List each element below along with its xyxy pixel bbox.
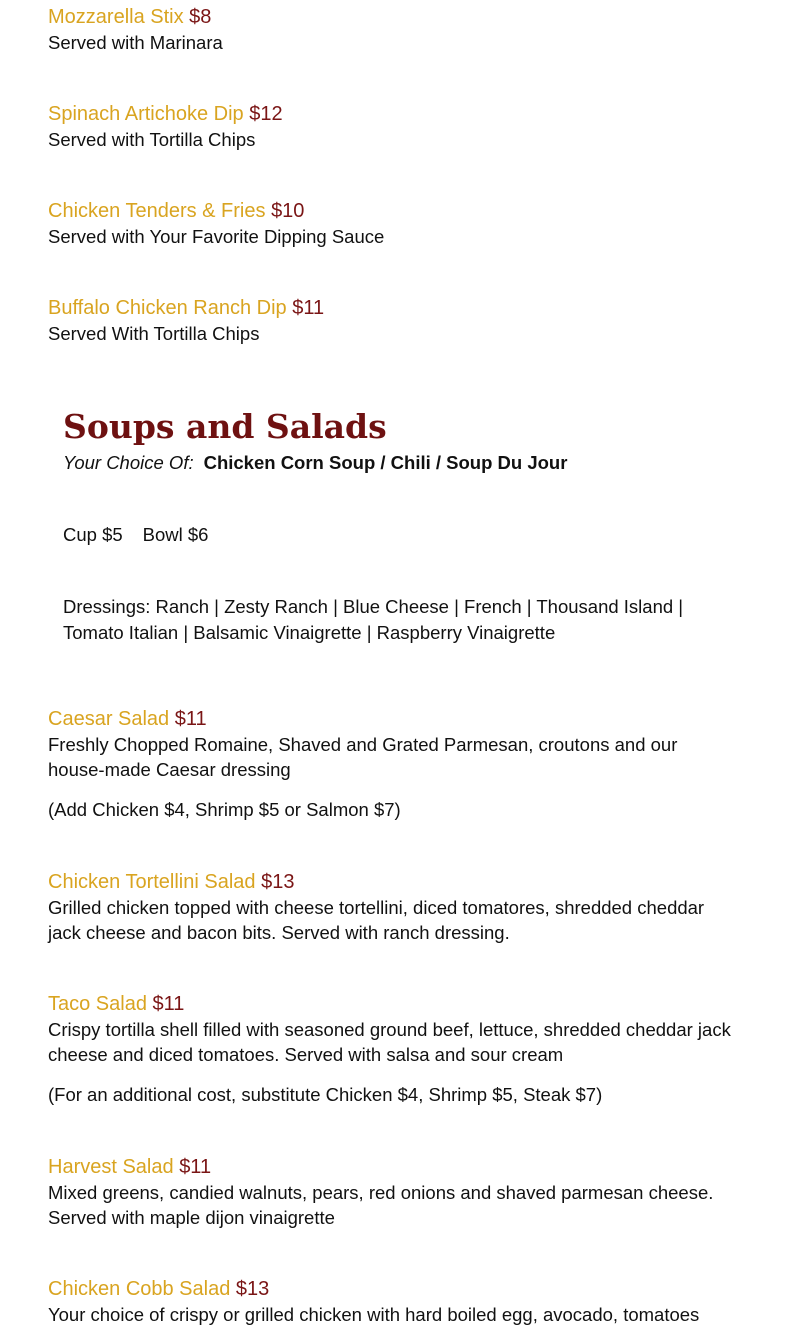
item-title [48, 4, 738, 30]
item-description: Freshly Chopped Romaine, Shaved and Grated Parmesan, croutons and our house-made Caesar dressing [48, 734, 678, 780]
menu-item-harvest-salad [48, 1154, 738, 1230]
item-description: Served With Tortilla Chips [48, 323, 260, 344]
item-description: Mixed greens, candied walnuts, pears, red onions and shaved parmesan cheese. Served with maple dijon vinaigrette [48, 1182, 714, 1228]
menu-item-chicken-cobb-salad [48, 1276, 738, 1327]
item-price: $13 [235, 1278, 270, 1300]
menu-item-buffalo-chicken-ranch-dip [48, 295, 738, 346]
dressings-list: Dressings: Ranch | Zesty Ranch | Blue Cheese | French | Thousand Island | Tomato Italian | Balsamic Vinaigrette | Raspberry Vinaigrette [63, 596, 684, 643]
item-price: $11 [174, 708, 207, 730]
item-name: Mozzarella Stix [48, 6, 184, 28]
item-note: (For an additional cost, substitute Chicken $4, Shrimp $5, Steak $7) [48, 1084, 603, 1105]
item-description: Your choice of crispy or grilled chicken with hard boiled egg, avocado, tomatoes [48, 1304, 700, 1325]
item-description: Grilled chicken topped with cheese tortellini, diced tomatores, shredded cheddar jack cheese and bacon bits. Served with ranch dressing. [48, 897, 705, 943]
item-description: Served with Tortilla Chips [48, 129, 256, 150]
menu-item-caesar-salad [48, 706, 738, 822]
item-title [48, 1276, 738, 1302]
item-title [48, 198, 738, 224]
bowl-price: Bowl $6 [142, 524, 209, 545]
soup-choice-options: Chicken Corn Soup / Chili / Soup Du Jour [203, 452, 568, 473]
item-price: $13 [261, 871, 295, 893]
item-title [48, 869, 738, 895]
soup-choice-line [63, 450, 567, 475]
item-price: $12 [249, 103, 283, 125]
item-price: $10 [271, 200, 305, 222]
item-name: Harvest Salad [48, 1156, 174, 1178]
item-price: $11 [292, 297, 325, 319]
menu-item-spinach-artichoke-dip [48, 101, 738, 152]
item-price: $8 [189, 6, 212, 28]
item-description: Crispy tortilla shell filled with seasoned ground beef, lettuce, shredded cheddar jack cheese and diced tomatoes. Served with salsa and sour cream [48, 1019, 731, 1065]
item-title [48, 295, 738, 321]
menu-item-chicken-tenders-fries [48, 198, 738, 249]
item-name: Taco Salad [48, 993, 147, 1015]
soup-choice-label: Your Choice Of: [63, 452, 194, 473]
item-description: Served with Your Favorite Dipping Sauce [48, 226, 385, 247]
item-name: Chicken Tenders & Fries [48, 200, 266, 222]
item-title [48, 1154, 738, 1180]
item-description: Served with Marinara [48, 32, 223, 53]
item-title [48, 101, 738, 127]
section-title-soups-salads: Soups and Salads [63, 407, 387, 446]
menu-item-taco-salad [48, 991, 738, 1107]
item-name: Caesar Salad [48, 708, 170, 730]
item-title [48, 991, 738, 1017]
soup-size-prices [63, 522, 208, 547]
item-name: Spinach Artichoke Dip [48, 103, 244, 125]
cup-price: Cup $5 [63, 524, 123, 545]
item-title [48, 706, 738, 732]
item-name: Buffalo Chicken Ranch Dip [48, 297, 287, 319]
item-name: Chicken Cobb Salad [48, 1278, 231, 1300]
item-name: Chicken Tortellini Salad [48, 871, 256, 893]
menu-item-chicken-tortellini-salad [48, 869, 738, 945]
item-price: $11 [179, 1156, 212, 1178]
item-note: (Add Chicken $4, Shrimp $5 or Salmon $7) [48, 799, 401, 820]
menu-item-mozzarella-stix [48, 4, 738, 55]
item-price: $11 [152, 993, 185, 1015]
